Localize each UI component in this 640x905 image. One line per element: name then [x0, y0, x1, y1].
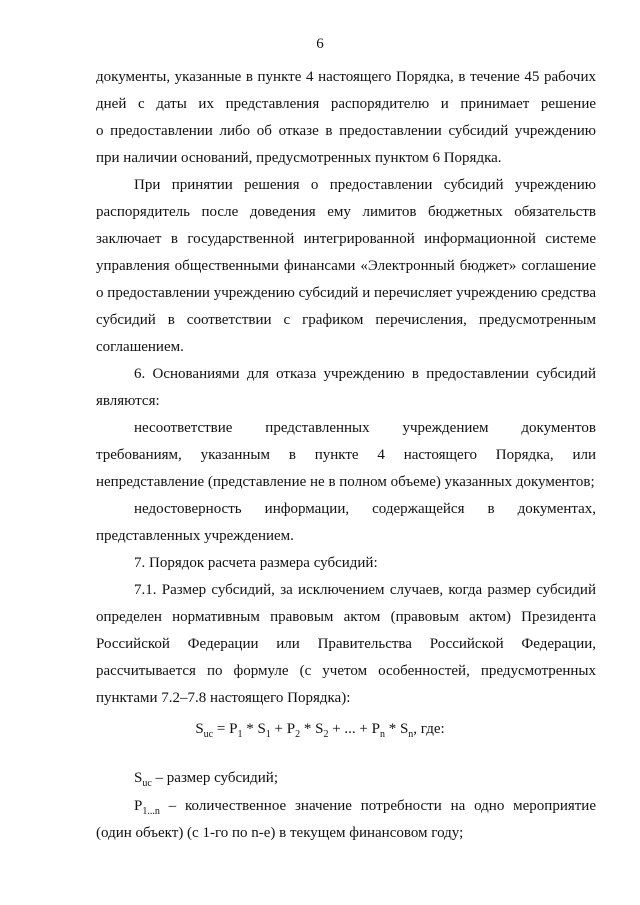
text-line: При принятии решения о предоставлении субсидий учреждению [134, 177, 596, 193]
text-line: о предоставлении либо об отказе в предоставлении субсидий учреждению [96, 123, 596, 139]
definition-subscript: 1...n [142, 806, 160, 817]
text-line: соглашением. [96, 339, 184, 355]
definition-symbol: S [134, 770, 143, 786]
definition-need [96, 793, 596, 847]
text-line [96, 765, 596, 792]
text-line: дней с даты их представления распорядителю и принимает решение [96, 96, 596, 112]
page-number: 6 [316, 36, 324, 52]
formula-symbol: P [371, 721, 380, 737]
text-line: непредставление (представление не в полном объеме) указанных документов; [96, 474, 595, 490]
paragraph [96, 577, 596, 712]
formula-symbol: S [315, 721, 324, 737]
formula-subscript: 2 [323, 729, 329, 740]
formula-operator: + ... + [328, 721, 372, 737]
definition-subscript: uc [142, 778, 152, 789]
formula-symbol: P [286, 721, 296, 737]
document-body [96, 64, 596, 712]
text-line: заключает в государственной интегрированной информационной системе [96, 231, 596, 247]
text-line: требованиям, указанным в пункте 4 настоящего Порядка, или [96, 447, 596, 463]
paragraph [96, 172, 596, 361]
paragraph [96, 415, 596, 496]
text-line: (один объект) (с 1-го по n-е) в текущем финансовом году; [96, 825, 464, 841]
paragraph [96, 496, 596, 550]
text-line: субсидий в соответствии с графиком перечисления, предусмотренным [96, 312, 596, 328]
formula-operator: * [300, 721, 316, 737]
text-line [96, 793, 596, 820]
text-line: распорядитель после доведения ему лимитов бюджетных обязательств [96, 204, 596, 220]
formula-subscript: 1 [265, 729, 271, 740]
formula-subscript: 2 [295, 729, 301, 740]
formula-operator: + [270, 721, 287, 737]
text-line: пунктами 7.2–7.8 настоящего Порядка): [96, 690, 351, 706]
paragraph [96, 361, 596, 415]
text-line: 6. Основаниями для отказа учреждению в предоставлении субсидий [134, 366, 596, 382]
formula [0, 716, 640, 748]
text-line: рассчитывается по формуле (с учетом особенностей, предусмотренных [96, 663, 596, 679]
text-line: являются: [96, 393, 160, 409]
paragraph [96, 64, 596, 172]
text-line: недостоверность информации, содержащейся в документах, [134, 501, 596, 517]
text-line: определен нормативным правовым актом (правовым актом) Президента [96, 609, 596, 625]
formula-symbol: S [257, 721, 266, 737]
text-line: Российской Федерации или Правительства Российской Федерации, [96, 636, 596, 652]
definition-symbol: P [134, 798, 143, 814]
text-line: о предоставлении учреждению субсидий и перечисляет учреждению средства [96, 285, 596, 301]
formula-symbol: P [229, 721, 238, 737]
formula-operator: = [213, 721, 230, 737]
text-line: при наличии оснований, предусмотренных пунктом 6 Порядка. [96, 150, 502, 166]
text-line: представленных учреждением. [96, 528, 294, 544]
formula-symbol: S [399, 721, 409, 737]
formula-operator: * [242, 721, 258, 737]
definition-text: – количественное значение потребности на одно мероприятие [159, 798, 596, 814]
text-line: 7. Порядок расчета размера субсидий: [134, 555, 378, 571]
paragraph [96, 550, 596, 577]
text-line: документы, указанные в пункте 4 настоящего Порядка, в течение 45 рабочих [96, 69, 596, 85]
formula-operator: * [384, 721, 400, 737]
text-line: несоответствие представленных учреждением документов [134, 420, 596, 436]
text-line: управления общественными финансами «Электронный бюджет» соглашение [96, 258, 596, 274]
definition-text: – размер субсидий; [151, 770, 279, 786]
text-line: 7.1. Размер субсидий, за исключением случаев, когда размер субсидий [134, 582, 596, 598]
formula-tail: , где: [413, 721, 445, 737]
formula-symbol: S [195, 721, 204, 737]
formula-subscript: 1 [237, 729, 243, 740]
formula-subscript: n [379, 729, 385, 740]
formula-subscript: n [408, 729, 414, 740]
formula-subscript: uc [203, 729, 214, 740]
definition-sum [96, 765, 596, 792]
